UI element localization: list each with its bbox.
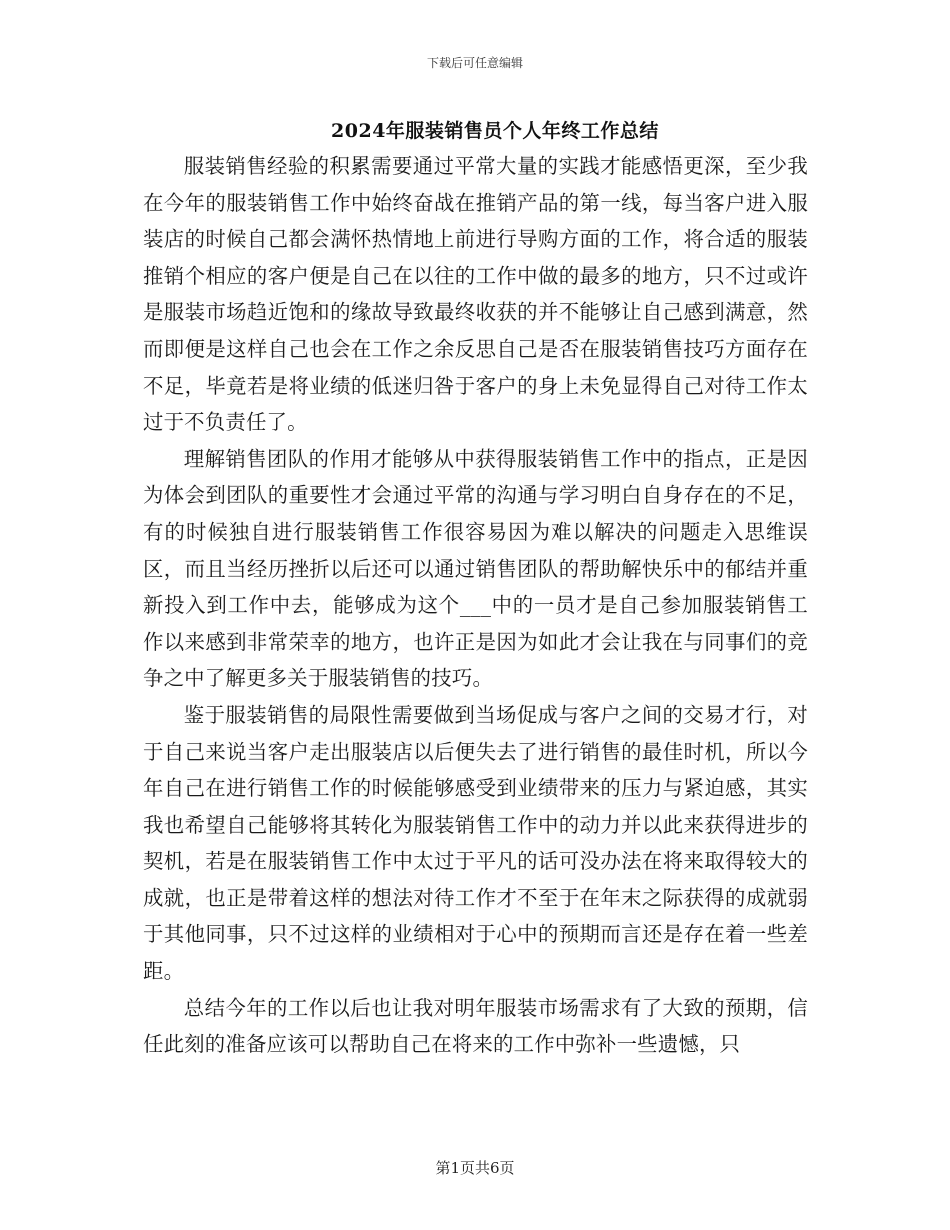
header-note: 下载后可任意编辑	[426, 56, 523, 70]
paragraph-1: 服装销售经验的积累需要通过平常大量的实践才能感悟更深，至少我在今年的服装销售工作中始终奋战在推销产品的第一线，每当客户进入服装店的时候自己都会满怀热情地上前进行导购方面的工作，将合适的服装推销个相应的客户便是自己在以往的工作中做的最多的地方，只不过或许是服装市场趋近饱和的缘故导致最终收获的并不能够让自己感到满意，然而即便是这样自己也会在工作之余反思自己是否在服装销售技巧方面存在不足，毕竟若是将业绩的低迷归咎于客户的身上未免显得自己对待工作太过于不负责任了。	[143, 154, 808, 435]
page-number-footer: 第1页共6页	[435, 1159, 515, 1177]
paragraph-3: 鉴于服装销售的局限性需要做到当场促成与客户之间的交易才行，对于自己来说当客户走出服装店以后便失去了进行销售的最佳时机，所以今年自己在进行销售工作的时候能够感受到业绩带来的压力与紧迫感，其实我也希望自己能够将其转化为服装销售工作中的动力并以此来获得进步的契机，若是在服装销售工作中太过于平凡的话可没办法在将来取得较大的成就，也正是带着这样的想法对待工作才不至于在年末之际获得的成就弱于其他同事，只不过这样的业绩相对于心中的预期而言还是存在着一些差距。	[143, 702, 808, 984]
document-title: 2024年服装销售员个人年终工作总结	[331, 120, 659, 142]
paragraph-4: 总结今年的工作以后也让我对明年服装市场需求有了大致的预期，信任此刻的准备应该可以帮助自己在将来的工作中弥补一些遗憾，只	[143, 995, 808, 1057]
paragraph-2: 理解销售团队的作用才能够从中获得服装销售工作中的指点，正是因为体会到团队的重要性才会通过平常的沟通与学习明白自身存在的不足，有的时候独自进行服装销售工作很容易因为难以解决的问题走入思维误区，而且当经历挫折以后还可以通过销售团队的帮助解快乐中的郁结并重新投入到工作中去，能够成为这个___中的一员才是自己参加服装销售工作以来感到非常荣幸的地方，也许正是因为如此才会让我在与同事们的竞争之中了解更多关于服装销售的技巧。	[143, 446, 808, 691]
document-body	[143, 148, 808, 1063]
